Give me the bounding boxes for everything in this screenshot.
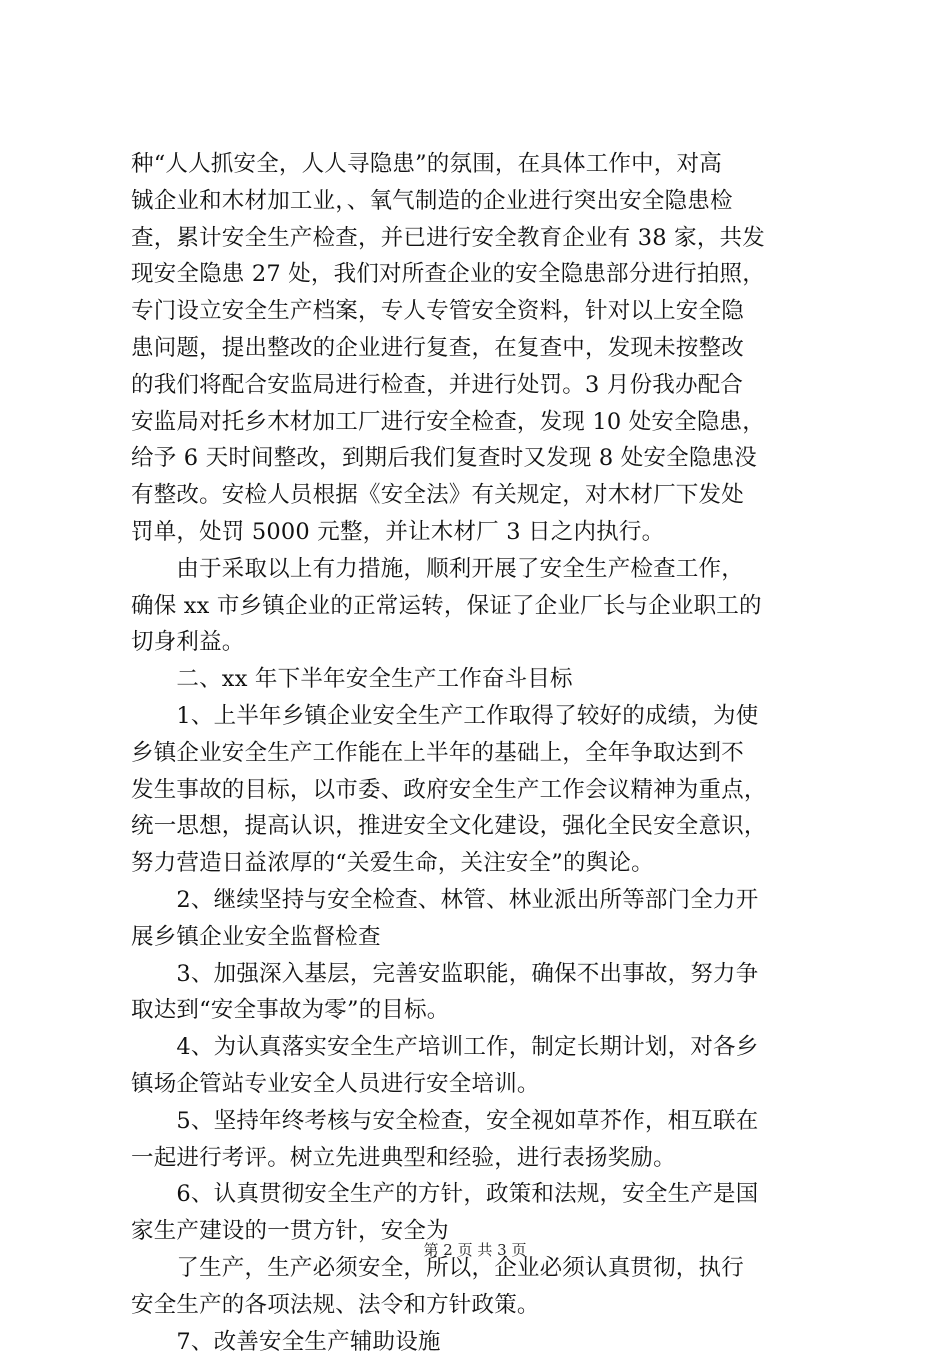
text-line: 2、继续坚持与安全检查、林管、林业派出所等部门全力开 [131, 882, 831, 919]
section-heading: 二、xx 年下半年安全生产工作奋斗目标 [131, 661, 831, 698]
text-line: 患问题，提出整改的企业进行复查，在复查中，发现未按整改 [131, 330, 831, 367]
text-line: 家生产建设的一贯方针，安全为 [131, 1213, 831, 1250]
text-line: 5、坚持年终考核与安全检查，安全视如草芥作，相互联在 [131, 1103, 831, 1140]
text-line: 现安全隐患 27 处，我们对所查企业的安全隐患部分进行拍照， [131, 256, 831, 293]
text-line: 有整改。安检人员根据《安全法》有关规定，对木材厂下发处 [131, 477, 831, 514]
text-line: 确保 xx 市乡镇企业的正常运转，保证了企业厂长与企业职工的 [131, 588, 831, 625]
text-line: 7、改善安全生产辅助设施 [131, 1324, 831, 1360]
text-line: 镇场企管站专业安全人员进行安全培训。 [131, 1066, 831, 1103]
text-line: 取达到“安全事故为零”的目标。 [131, 992, 831, 1029]
text-line: 查，累计安全生产检查，并已进行安全教育企业有 38 家，共发 [131, 220, 831, 257]
text-line: 了生产，生产必须安全，所以，企业必须认真贯彻，执行 [131, 1250, 831, 1287]
text-line: 由于采取以上有力措施，顺利开展了安全生产检查工作， [131, 551, 831, 588]
text-line: 给予 6 天时间整改，到期后我们复查时又发现 8 处安全隐患没 [131, 440, 831, 477]
text-line: 的我们将配合安监局进行检查，并进行处罚。3 月份我办配合 [131, 367, 831, 404]
text-line: 安监局对托乡木材加工厂进行安全检查，发现 10 处安全隐患， [131, 404, 831, 441]
text-line: 6、认真贯彻安全生产的方针，政策和法规，安全生产是国 [131, 1176, 831, 1213]
text-line: 一起进行考评。树立先进典型和经验，进行表扬奖励。 [131, 1140, 831, 1177]
text-line: 铖企业和木材加工业，、氧气制造的企业进行突出安全隐患检 [131, 183, 831, 220]
text-line: 切身利益。 [131, 624, 831, 661]
text-line: 3、加强深入基层，完善安监职能，确保不出事故，努力争 [131, 956, 831, 993]
text-line: 发生事故的目标，以市委、政府安全生产工作会议精神为重点， [131, 772, 831, 809]
text-line: 乡镇企业安全生产工作能在上半年的基础上，全年争取达到不 [131, 735, 831, 772]
text-line: 努力营造日益浓厚的“关爱生命，关注安全”的舆论。 [131, 845, 831, 882]
text-line: 4、为认真落实安全生产培训工作，制定长期计划，对各乡 [131, 1029, 831, 1066]
text-line: 展乡镇企业安全监督检查 [131, 919, 831, 956]
text-line: 1、上半年乡镇企业安全生产工作取得了较好的成绩，为使 [131, 698, 831, 735]
text-line: 种“人人抓安全，人人寻隐患”的氛围，在具体工作中，对高 [131, 146, 831, 183]
text-line: 罚单，处罚 5000 元整，并让木材厂 3 日之内执行。 [131, 514, 831, 551]
text-line: 统一思想，提高认识，推进安全文化建设，强化全民安全意识， [131, 808, 831, 845]
text-line: 专门设立安全生产档案，专人专管安全资料，针对以上安全隐 [131, 293, 831, 330]
page-number-footer: 第 2 页 共 3 页 [0, 1240, 950, 1260]
body-text [131, 146, 831, 1360]
text-line: 安全生产的各项法规、法令和方针政策。 [131, 1287, 831, 1324]
